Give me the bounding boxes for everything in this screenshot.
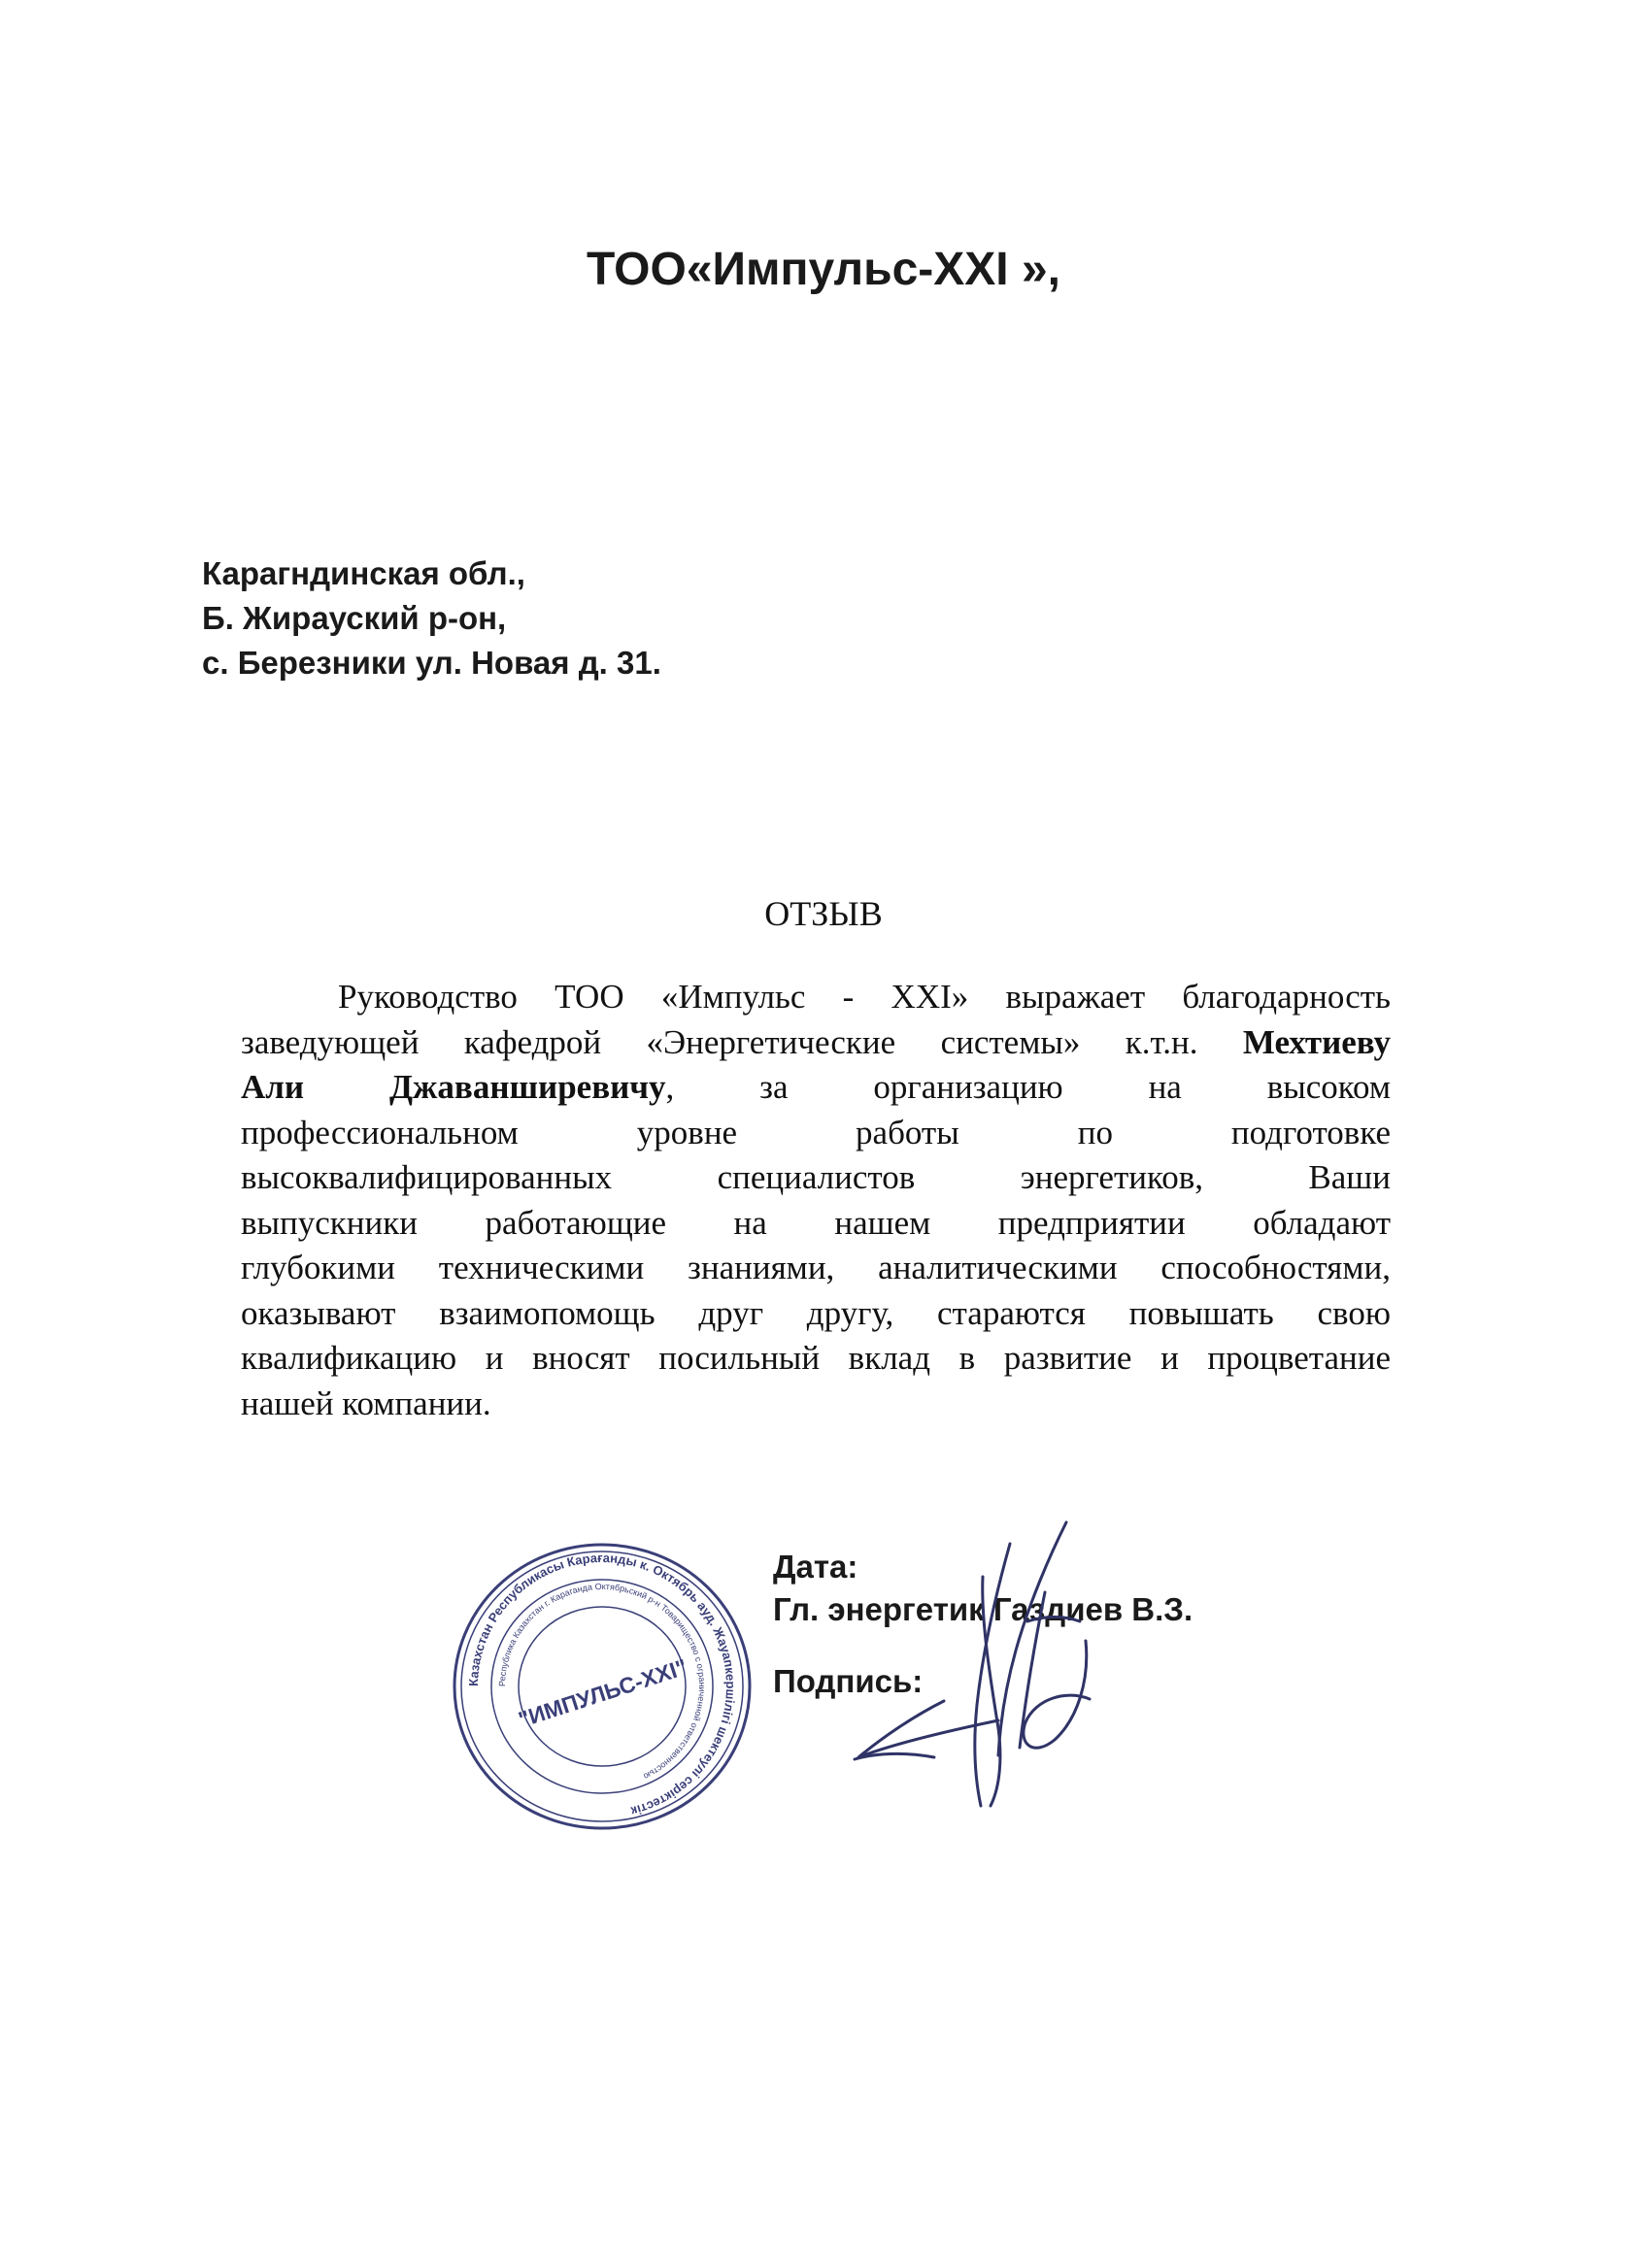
- body-text-5: высоквалифицированных специалистов энергетиков, Ваши: [241, 1158, 1391, 1196]
- recipient-given-name: Али Джаванширевичу: [241, 1068, 666, 1106]
- body-text-4: профессиональном уровне работы по подготовке: [241, 1113, 1391, 1151]
- body-text-9: квалификацию и вносят посильный вклад в развитие и процветание: [241, 1339, 1391, 1377]
- body-line-5: [241, 1155, 1391, 1201]
- body-line-3: [241, 1065, 1391, 1111]
- seal-center-text: "ИМПУЛЬС-XXI": [515, 1653, 690, 1733]
- review-body: [241, 975, 1391, 1426]
- signatory-name: Гл. энергетик Газдиев В.З.: [773, 1591, 1193, 1627]
- seal-inner-ring-text: Республика Казахстан г. Караганда Октябрьский р-н Товарищество с ограниченной ответственностью: [496, 1581, 708, 1782]
- company-address: [202, 551, 661, 685]
- body-line-4: [241, 1111, 1391, 1156]
- body-text-2: заведующей кафедрой «Энергетические системы» к.т.н.: [241, 1022, 1198, 1061]
- body-line-7: [241, 1246, 1391, 1291]
- body-line-9: [241, 1336, 1391, 1382]
- body-text-3: , за организацию на высоком: [665, 1068, 1392, 1106]
- body-text-1: Руководство ТОО «Импульс - XXI» выражает благодарность: [338, 978, 1391, 1016]
- body-text-10: нашей компании.: [241, 1384, 491, 1422]
- date-label: Дата:: [773, 1549, 858, 1584]
- seal-outer-ring-text: Казахстан Республикасы Карағанды к. Октябрь ауд. Жауапкершілігі шектеулі серіктестік: [465, 1550, 739, 1819]
- company-letterhead: ТОО«Импульс-XXI »,: [587, 244, 1060, 295]
- address-line-district: Б. Жирауский р-он,: [202, 600, 507, 636]
- handwritten-signature: [835, 1515, 1165, 1825]
- body-text-7: глубокими техническими знаниями, аналитическими способностями,: [241, 1249, 1391, 1286]
- body-text-6: выпускники работающие на нашем предприятии обладают: [241, 1203, 1391, 1242]
- recipient-surname: Мехтиеву: [1242, 1022, 1392, 1061]
- document-heading: ОТЗЫВ: [764, 894, 883, 933]
- address-line-region: Карагндинская обл.,: [202, 555, 525, 591]
- signature-label: Подпись:: [773, 1663, 924, 1699]
- body-line-1: [241, 975, 1391, 1020]
- address-line-street: с. Березники ул. Новая д. 31.: [202, 645, 661, 681]
- body-line-2: [241, 1020, 1391, 1066]
- body-text-8: оказывают взаимопомощь друг другу, стараются повышать свою: [241, 1293, 1391, 1332]
- body-line-8: [241, 1291, 1391, 1337]
- body-line-10: [241, 1382, 1391, 1427]
- company-seal: [447, 1536, 757, 1837]
- body-line-6: [241, 1201, 1391, 1247]
